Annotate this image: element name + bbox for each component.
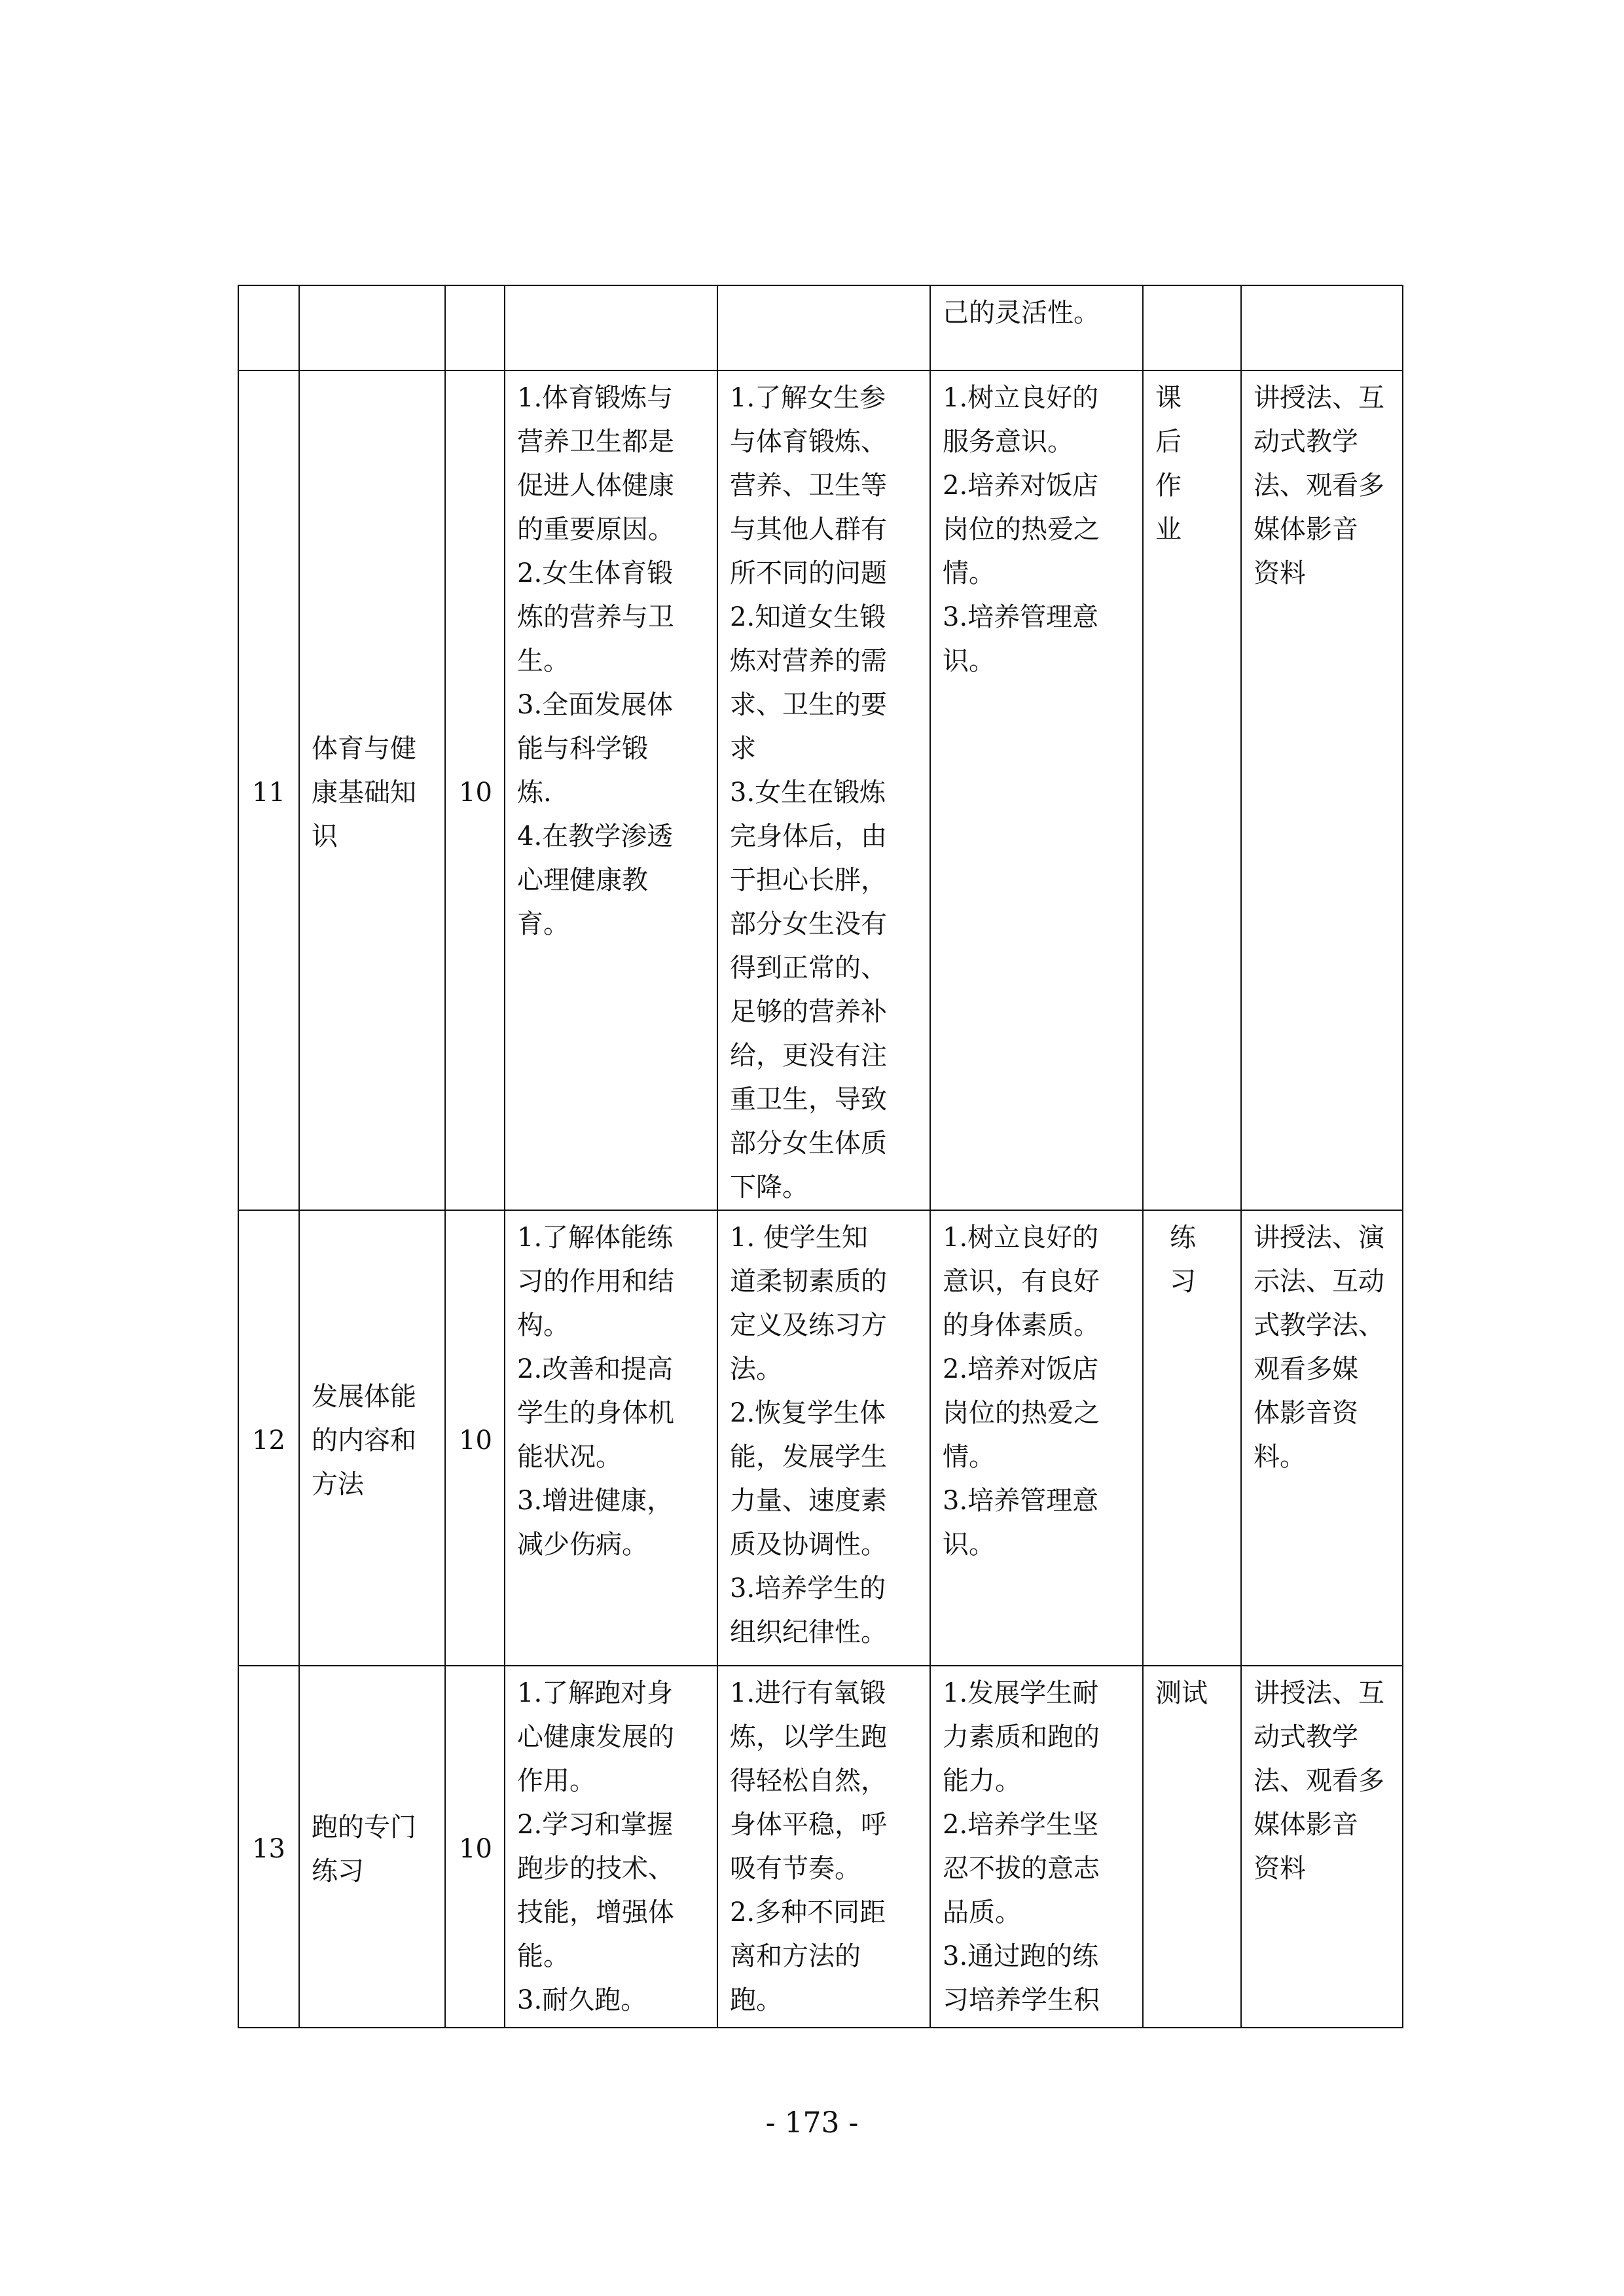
table-row-12 — [238, 1210, 1403, 1666]
table-row-continued — [238, 285, 1403, 370]
cell-goals — [717, 1210, 930, 1666]
row-topic: 发展体能 的内容和 方法 — [312, 1381, 416, 1499]
cell-method — [1241, 1210, 1403, 1666]
cell-hours — [445, 370, 505, 1210]
attitude-text: 己的灵活性。 — [943, 298, 1100, 328]
cell-attitude — [930, 1210, 1143, 1666]
cell-content — [505, 1666, 717, 2028]
row-attitude: 1.树立良好的 意识，有良好 的身体素质。 2.培养对饭店 岗位的热爱之 情。 3.培养管理意 识。 — [943, 1223, 1100, 1560]
cell-method — [1241, 370, 1403, 1210]
cell-assessment — [1143, 1666, 1241, 2028]
cell-topic — [299, 1210, 445, 1666]
cell-hours — [445, 285, 505, 370]
cell-hours — [445, 1210, 505, 1666]
cell-method — [1241, 1666, 1403, 2028]
row-hours: 10 — [459, 778, 492, 808]
cell-content — [505, 1210, 717, 1666]
row-attitude: 1.树立良好的 服务意识。 2.培养对饭店 岗位的热爱之 情。 3.培养管理意 识。 — [943, 383, 1100, 676]
cell-index — [238, 1666, 299, 2028]
cell-assessment — [1143, 370, 1241, 1210]
row-goals: 1.了解女生参 与体育锻炼、 营养、卫生等 与其他人群有 所不同的问题 2.知道女生锻 炼对营养的需 求、卫生的要 求 3.女生在锻炼 完身体后，由 于担心长胖， 部分女生没有 得到正常的、 足够的营养补 给，更没有注 重卫生，导致 部分女生体质 下降。 — [730, 383, 887, 1202]
row-attitude: 1.发展学生耐 力素质和跑的 能力。 2.培养学生坚 忍不拔的意志 品质。 3.通过跑的练 习培养学生积 — [943, 1678, 1100, 2015]
row-topic: 体育与健 康基础知 识 — [312, 734, 416, 852]
row-content: 1.体育锻炼与 营养卫生都是 促进人体健康 的重要原因。 2.女生体育锻 炼的营养与卫 生。 3.全面发展体 能与科学锻 炼. 4.在教学渗透 心理健康教 育。 — [517, 383, 674, 939]
row-content: 1.了解跑对身 心健康发展的 作用。 2.学习和掌握 跑步的技术、 技能，增强体 能。 3.耐久跑。 — [517, 1678, 674, 2015]
cell-content — [505, 370, 717, 1210]
cell-attitude — [930, 1666, 1143, 2028]
row-assessment: 练 习 — [1170, 1223, 1196, 1297]
cell-topic — [299, 370, 445, 1210]
cell-goals — [717, 370, 930, 1210]
row-index: 13 — [252, 1834, 285, 1864]
cell-method — [1241, 285, 1403, 370]
cell-goals — [717, 285, 930, 370]
cell-goals — [717, 1666, 930, 2028]
cell-index — [238, 370, 299, 1210]
page-number: - 173 - — [765, 2106, 859, 2140]
row-goals: 1. 使学生知 道柔韧素质的 定义及练习方 法。 2.恢复学生体 能，发展学生 力量、速度素 质及协调性。 3.培养学生的 组织纪律性。 — [730, 1223, 887, 1647]
row-content: 1.了解体能练 习的作用和结 构。 2.改善和提高 学生的身体机 能状况。 3.增进健康， 减少伤病。 — [517, 1223, 674, 1560]
row-hours: 10 — [459, 1425, 492, 1456]
row-index: 12 — [252, 1425, 285, 1456]
cell-index — [238, 285, 299, 370]
cell-hours — [445, 1666, 505, 2028]
cell-attitude — [930, 370, 1143, 1210]
cell-index — [238, 1210, 299, 1666]
cell-topic — [299, 285, 445, 370]
row-method: 讲授法、互 动式教学 法、观看多 媒体影音 资料 — [1254, 383, 1384, 588]
row-assessment: 课 后 作 业 — [1155, 383, 1182, 545]
cell-assessment — [1143, 1210, 1241, 1666]
cell-attitude — [930, 285, 1143, 370]
cell-topic — [299, 1666, 445, 2028]
row-method: 讲授法、互 动式教学 法、观看多 媒体影音 资料 — [1254, 1678, 1384, 1884]
row-hours: 10 — [459, 1834, 492, 1864]
row-index: 11 — [252, 778, 285, 808]
cell-assessment — [1143, 285, 1241, 370]
row-goals: 1.进行有氧锻 炼，以学生跑 得轻松自然， 身体平稳，呼 吸有节奏。 2.多种不同距 离和方法的 跑。 — [730, 1678, 887, 2015]
curriculum-table — [238, 285, 1403, 2028]
table-row-13 — [238, 1666, 1403, 2028]
table-row-11 — [238, 370, 1403, 1210]
row-assessment: 测试 — [1155, 1678, 1208, 1708]
row-topic: 跑的专门 练习 — [312, 1812, 416, 1886]
cell-content — [505, 285, 717, 370]
row-method: 讲授法、演 示法、互动 式教学法、 观看多媒 体影音资 料。 — [1254, 1223, 1384, 1472]
